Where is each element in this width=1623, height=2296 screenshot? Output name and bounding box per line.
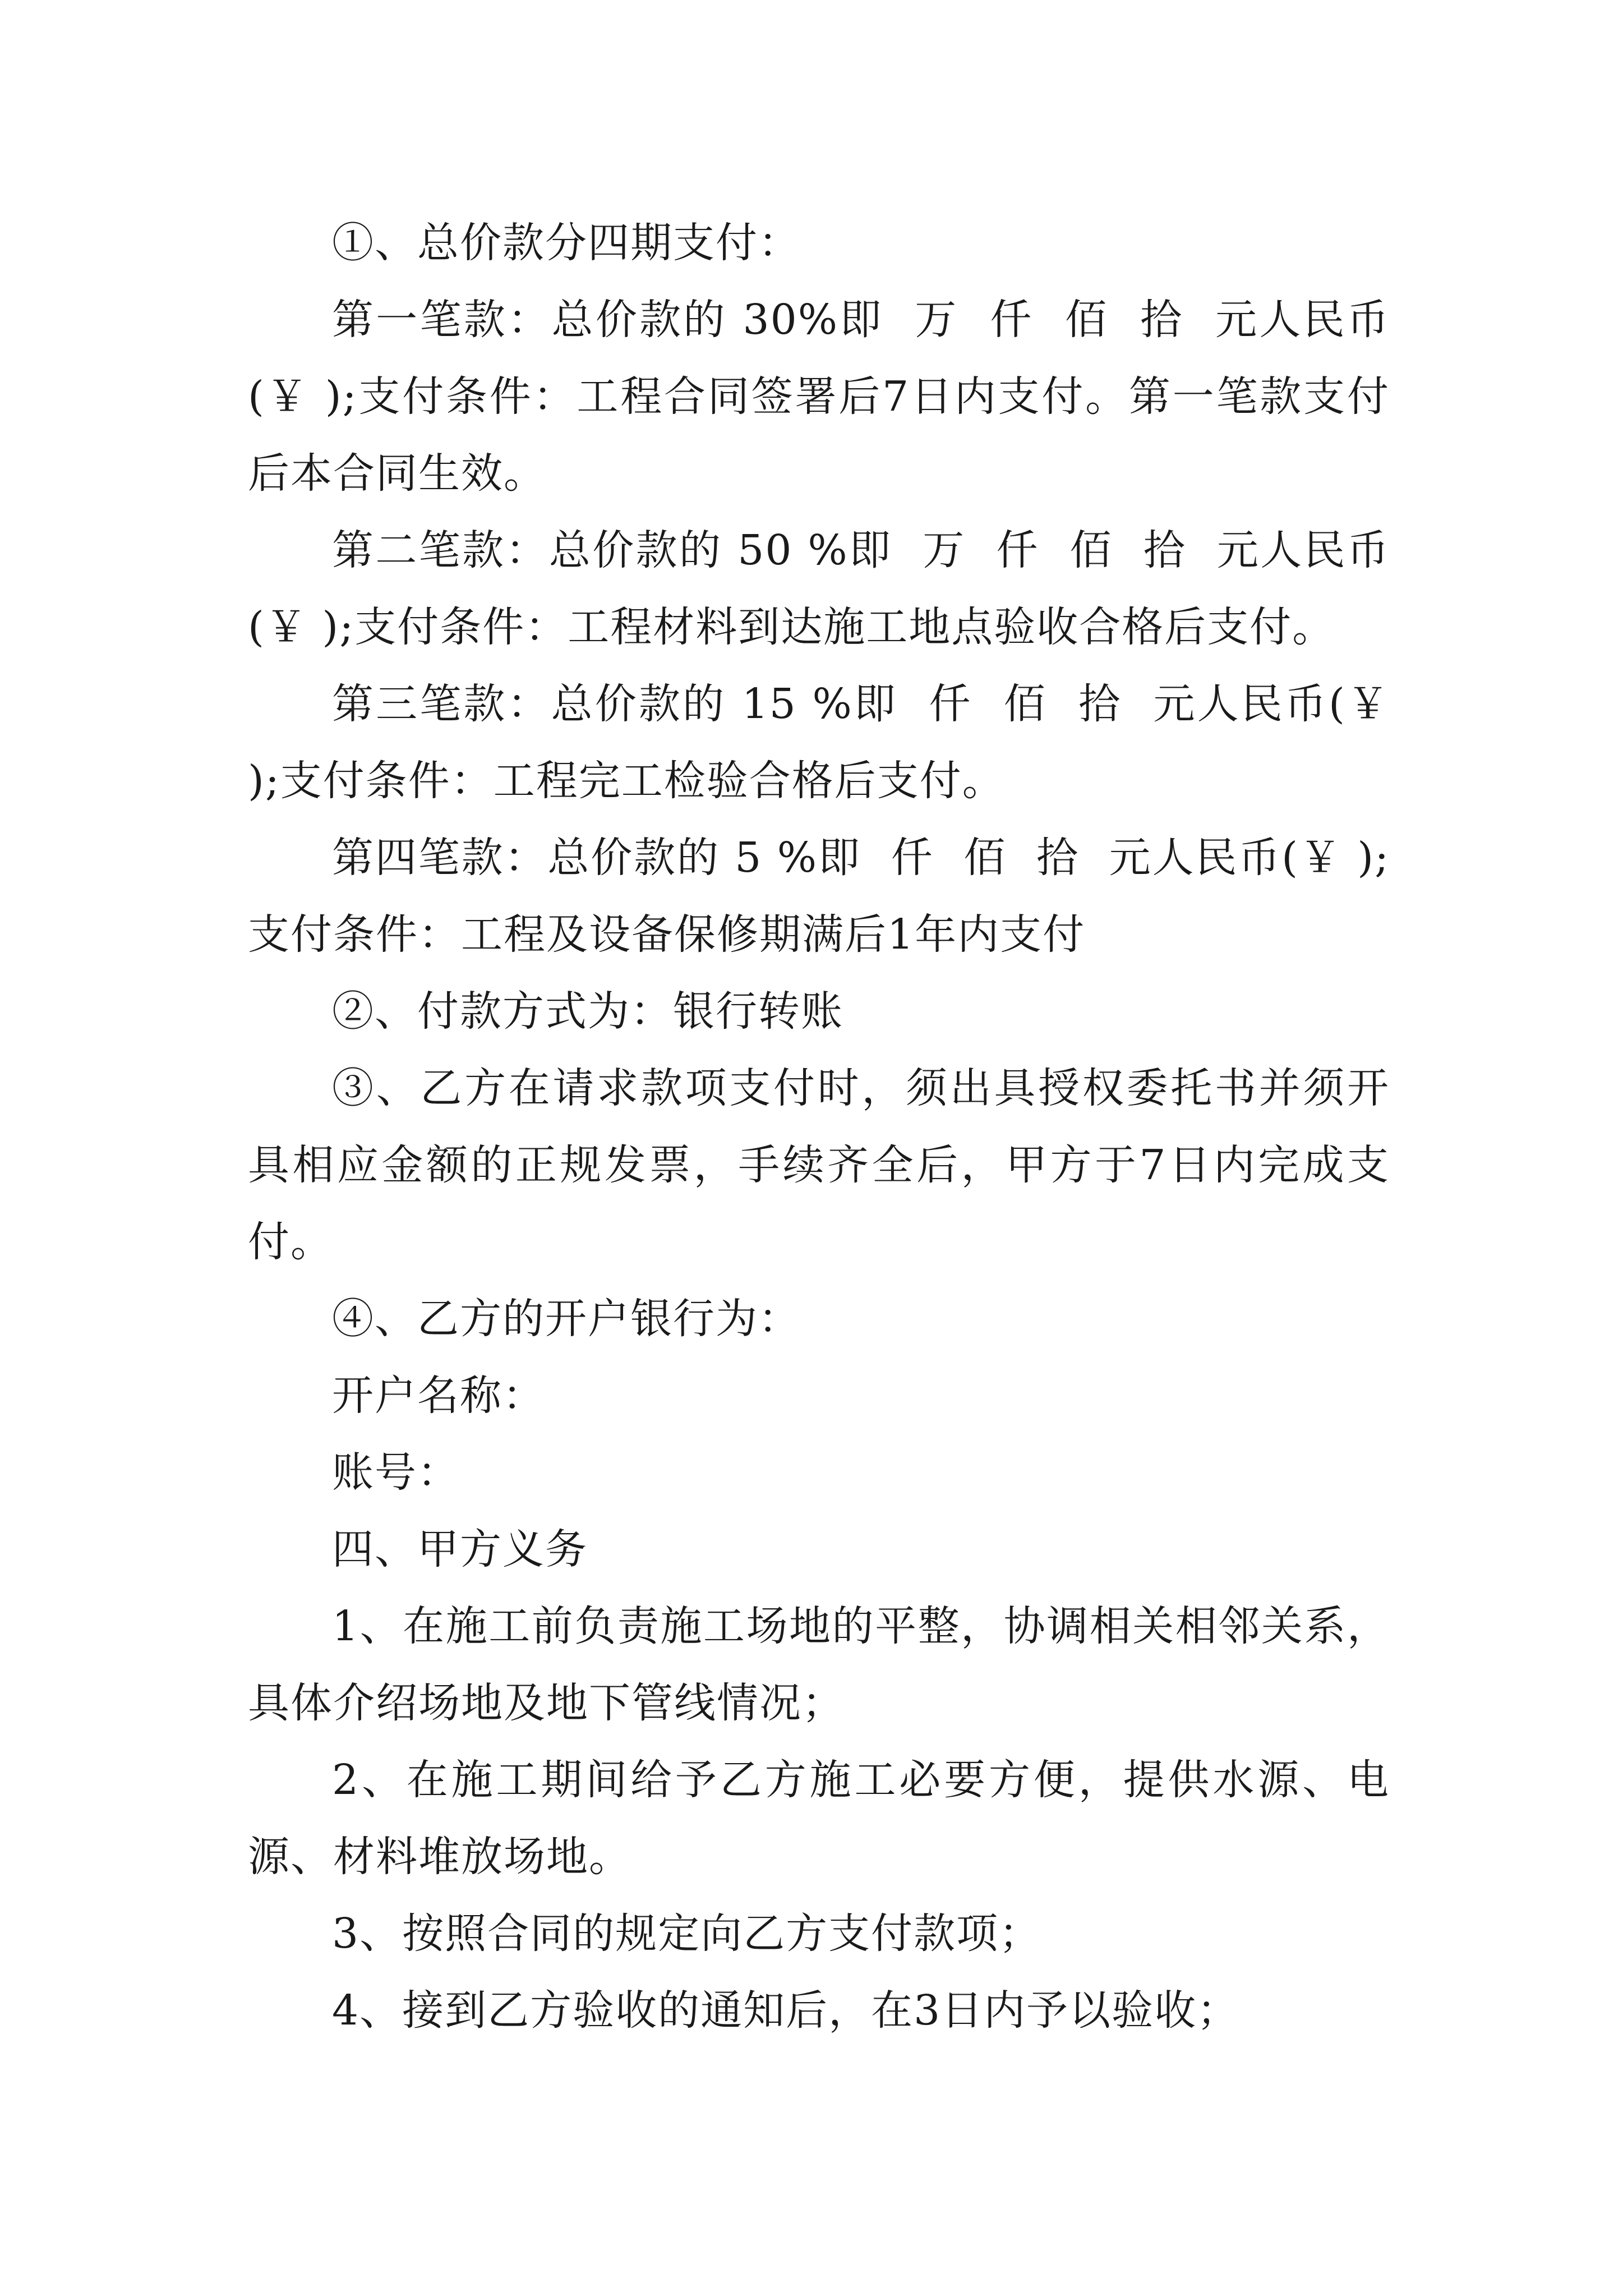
- bank-account-heading: ④、乙方的开户银行为：: [332, 1295, 801, 1343]
- document-body: [248, 205, 1404, 2049]
- obligation-item-4: 4、接到乙方验收的通知后，在3日内予以验收；: [332, 1986, 1240, 2035]
- obligation-item-1: 1、在施工前负责施工场地的平整，协调相关相邻关系，具体介绍场地及地下管线情况；: [248, 1602, 1390, 1727]
- obligation-item-2: 2、在施工期间给予乙方施工必要方便，提供水源、电源、材料堆放场地。: [248, 1756, 1390, 1881]
- account-number-line: 账号：: [332, 1448, 460, 1497]
- first-payment-clause: 第一笔款：总价款的 30%即 万 仟 佰 拾 元人民币(￥ );支付条件：工程合同签署后7日内支付。第一笔款支付后本合同生效。: [248, 296, 1390, 498]
- fourth-payment-clause: 第四笔款：总价款的 5 %即 仟 佰 拾 元人民币(￥ );支付条件：工程及设备保修期满后1年内支付: [248, 834, 1390, 959]
- party-a-obligations-heading: 四、甲方义务: [332, 1525, 588, 1573]
- payment-request-clause: ③、乙方在请求款项支付时，须出具授权委托书并须开具相应金额的正规发票，手续齐全后，甲方于7日内完成支付。: [248, 1064, 1390, 1266]
- payment-method-clause: ②、付款方式为：银行转账: [332, 987, 843, 1036]
- obligation-item-3: 3、按照合同的规定向乙方支付款项；: [332, 1910, 1042, 1958]
- second-payment-clause: 第二笔款：总价款的 50 %即 万 仟 佰 拾 元人民币(￥ );支付条件：工程材料到达施工地点验收合格后支付。: [248, 526, 1390, 651]
- third-payment-clause: 第三笔款：总价款的 15 %即 仟 佰 拾 元人民币(￥ );支付条件：工程完工检验合格后支付。: [248, 680, 1404, 805]
- payment-installments-heading: ①、总价款分四期支付：: [332, 219, 801, 267]
- account-name-line: 开户名称：: [332, 1372, 545, 1420]
